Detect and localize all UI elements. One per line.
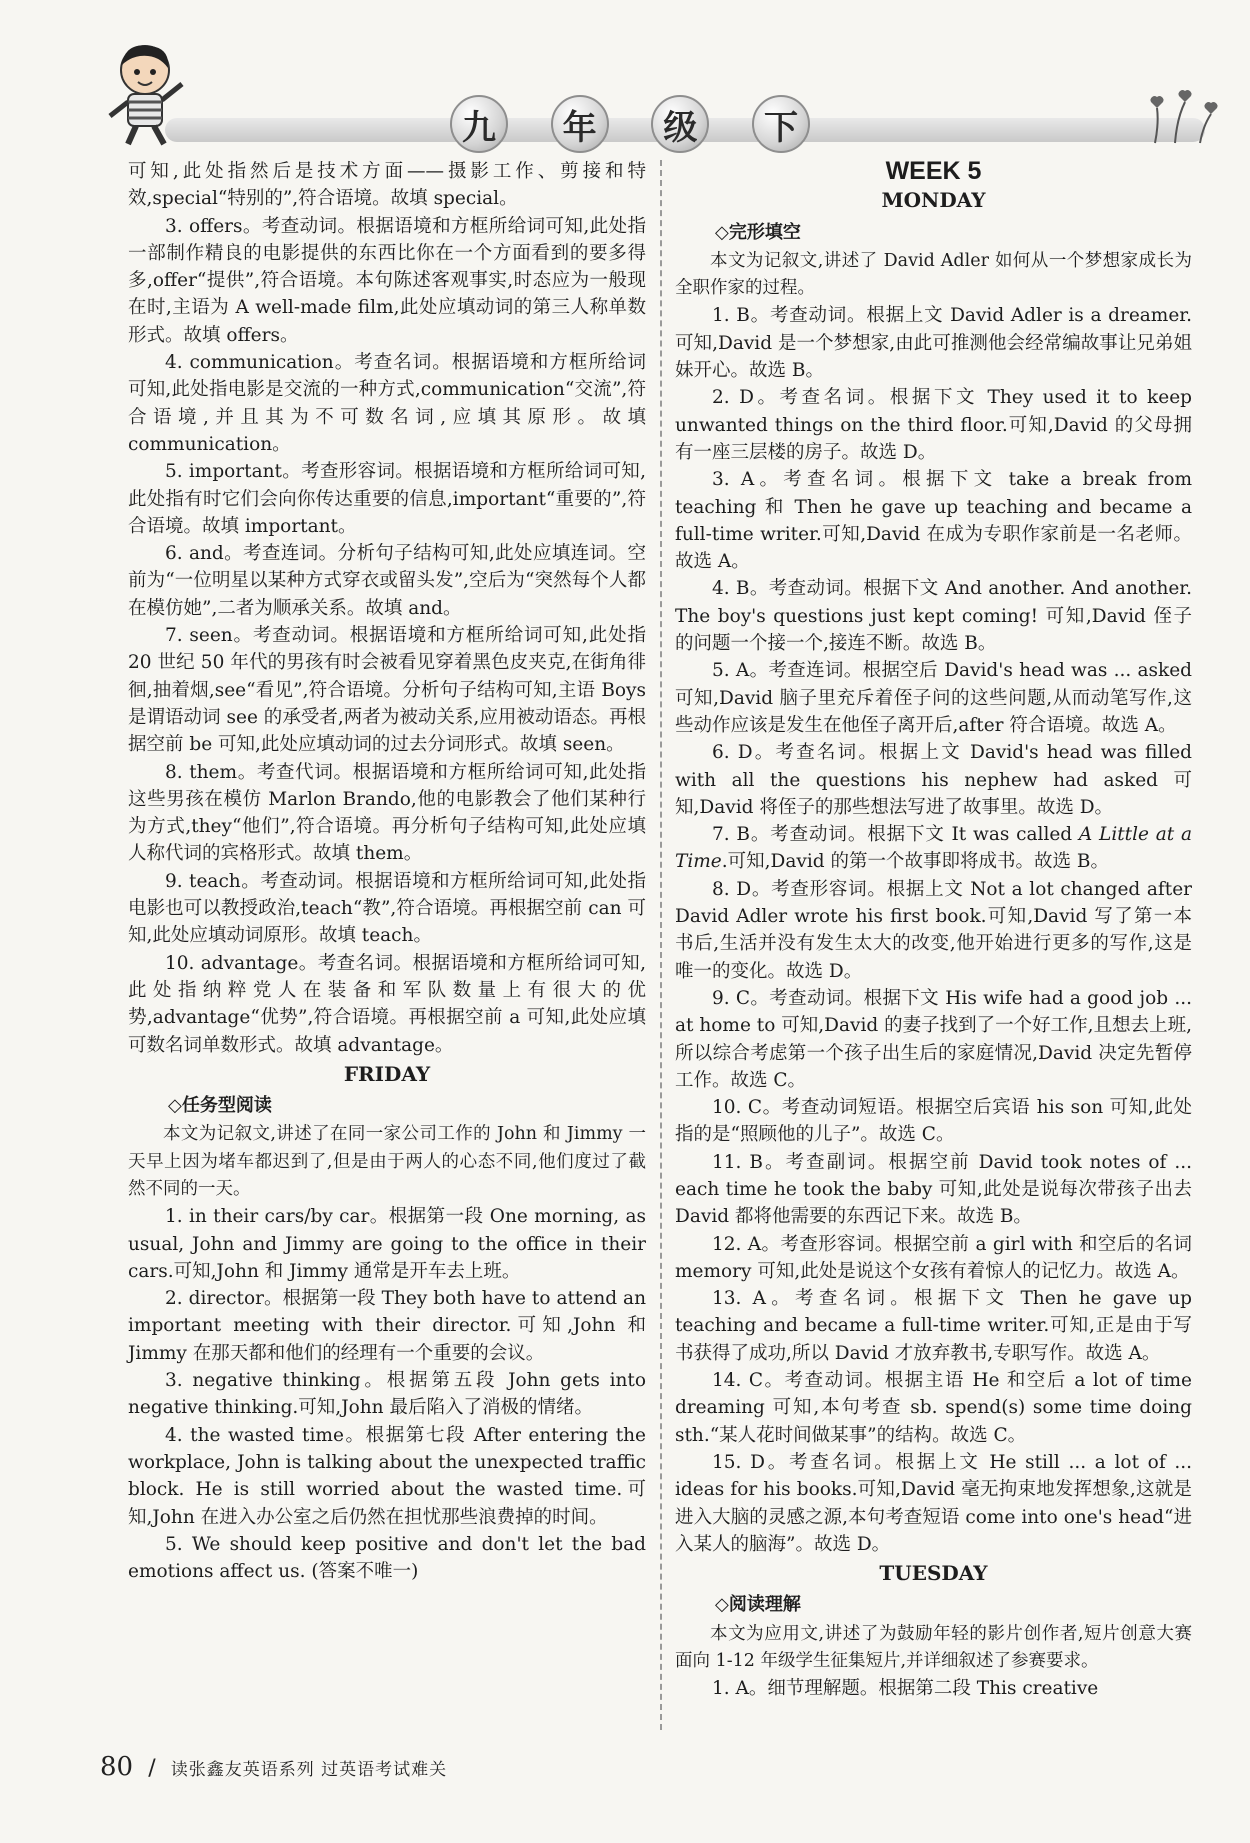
- answer-paragraph: 6. and。考查连词。分析句子结构可知,此处应填连词。空前为“一位明星以某种方式穿衣或留头发”,空后为“突然每个人都在模仿她”,二者为顺承关系。故填 and。: [128, 543, 646, 619]
- section-heading: ◇任务型阅读: [168, 1095, 272, 1117]
- answer-paragraph: [675, 821, 1192, 876]
- section-heading: ◇阅读理解: [715, 1594, 801, 1616]
- answer-paragraph: 14. C。考查动词。根据主语 He 和空后 a lot of time dreaming 可知,本句考查 sb. spend(s) some time doing sth.“某人花时间做某事”的结构。故选 C。: [675, 1370, 1192, 1446]
- answer-paragraph: 12. A。考查形容词。根据空前 a girl with 和空后的名词 memory 可知,此处是说这个女孩有着惊人的记忆力。故选 A。: [675, 1233, 1192, 1282]
- answer-paragraph: 11. B。考查副词。根据空前 David took notes of ... each time he took the baby 可知,此处是说每次带孩子出去 David 都将他需要的东西记下来。故选 B。: [675, 1151, 1192, 1228]
- answer-paragraph: 5. A。考查连词。根据空后 David's head was ... asked 可知,David 脑子里充斥着侄子问的这些问题,从而动笔写作,这些动作应该是发生在他侄子离开后,after 符合语境。故选 A。: [675, 660, 1192, 736]
- grade-char: 年: [551, 95, 609, 153]
- answer-text: 7. B。考查动词。根据下文 It was called: [712, 824, 1079, 846]
- series-title: 读张鑫友英语系列 过英语考试难关: [170, 1760, 448, 1780]
- grade-char: 级: [651, 95, 709, 153]
- answer-paragraph: 1. in their cars/by car。根据第一段 One morning, as usual, John and Jimmy are going to the office in their cars.可知,John 和 Jimmy 通常是开车去上班。: [128, 1206, 646, 1282]
- answer-paragraph: 7. seen。考查动词。根据语境和方框所给词可知,此处指 20 世纪 50 年代的男孩有时会被看见穿着黑色皮夹克,在街角徘徊,抽着烟,see“看见”,符合语境。分析句子结构可知,主语 Boys 是谓语动词 see 的承受者,两者为被动关系,应用被动语态。再根据空前 be 可知,此处应填动词的过去分词形式。故填 seen。: [128, 625, 646, 756]
- column-divider: [660, 160, 662, 1730]
- day-heading-monday: MONDAY: [881, 188, 986, 213]
- answer-paragraph: 2. director。根据第一段 They both have to attend an important meeting with their director.可知,John 和 Jimmy 在那天都和他们的经理有一个重要的会议。: [128, 1288, 646, 1364]
- answer-paragraph: 8. them。考查代词。根据语境和方框所给词可知,此处指这些男孩在模仿 Marlon Brando,他的电影教会了他们某种行为方式,they“他们”,符合语境。再分析句子结构可知,此处应填人称代词的宾格形式。故填 them。: [128, 761, 646, 865]
- page-header: [0, 0, 1250, 160]
- left-column: [128, 158, 646, 1585]
- answer-paragraph: 4. B。考查动词。根据下文 And another. And another. The boy's questions just kept coming! 可知,David 侄子的问题一个接一个,接连不断。故选 B。: [675, 578, 1192, 655]
- passage-intro: 本文为应用文,讲述了为鼓励年轻的影片创作者,短片创意大赛面向 1-12 年级学生征集短片,并详细叙述了参赛要求。: [675, 1623, 1192, 1672]
- grade-char: 下: [752, 95, 810, 153]
- answer-paragraph: 1. A。细节理解题。根据第二段 This creative: [712, 1678, 1099, 1700]
- footer-separator: /: [148, 1756, 156, 1781]
- week-heading: WEEK 5: [885, 157, 982, 185]
- page-number: 80: [100, 1752, 134, 1782]
- right-column: [675, 158, 1192, 1703]
- answer-paragraph: 9. C。考查动词。根据下文 His wife had a good job ... at home to 可知,David 的妻子找到了一个好工作,且想去上班,所以综合考虑第一个孩子出生后的家庭情况,David 决定先暂停工作。故选 C。: [675, 987, 1192, 1091]
- answer-paragraph: 4. communication。考查名词。根据语境和方框所给词可知,此处指电影是交流的一种方式,communication“交流”,符合语境,并且其为不可数名词,应填其原形。故填 communication。: [128, 352, 646, 455]
- answer-paragraph: 4. the wasted time。根据第七段 After entering the workplace, John is talking about the unexpected traffic block. He is still worried about the wasted time.可知,John 在进入办公室之后仍然在担忧那些浪费掉的时间。: [128, 1424, 646, 1528]
- answer-paragraph: 15. D。考查名词。根据上文 He still ... a lot of ... ideas for his books.可知,David 毫无拘束地发挥想象,这就是进入大脑的灵感之源,本句考查短语 come into one's head“进入某人的脑海”。故选 D。: [675, 1451, 1192, 1555]
- answer-paragraph: 6. D。考查名词。根据上文 David's head was filled with all the questions his nephew had asked 可知,David 将侄子的那些想法写进了故事里。故选 D。: [675, 742, 1192, 818]
- answer-paragraph: 10. C。考查动词短语。根据空后宾语 his son 可知,此处指的是“照顾他的儿子”。故选 C。: [675, 1097, 1192, 1146]
- passage-intro: 本文为记叙文,讲述了在同一家公司工作的 John 和 Jimmy 一天早上因为堵车都迟到了,但是由于两人的心态不同,他们度过了截然不同的一天。: [128, 1124, 646, 1199]
- passage-intro: 本文为记叙文,讲述了 David Adler 如何从一个梦想家成长为全职作家的过程。: [675, 250, 1192, 299]
- answer-paragraph: 9. teach。考查动词。根据语境和方框所给词可知,此处指电影也可以教授政治,teach“教”,符合语境。再根据空前 can 可知,此处应填动词原形。故填 teach。: [128, 870, 646, 947]
- answer-text: .可知,David 的第一个故事即将成书。故选 B。: [721, 851, 1109, 873]
- answer-paragraph: 5. important。考查形容词。根据语境和方框所给词可知,此处指有时它们会向你传达重要的信息,important“重要的”,符合语境。故填 important。: [128, 461, 646, 537]
- grade-char: 九: [450, 95, 508, 153]
- answer-paragraph: 5. We should keep positive and don't let the bad emotions affect us. (答案不唯一): [128, 1533, 646, 1583]
- answer-paragraph: 2. D。考查名词。根据下文 They used it to keep unwanted things on the third floor.可知,David 的父母拥有一座三层楼的房子。故选 D。: [675, 387, 1192, 463]
- answer-paragraph: 3. negative thinking。根据第五段 John gets into negative thinking.可知,John 最后陷入了消极的情绪。: [128, 1370, 646, 1419]
- book-title: A Little at a Time: [675, 824, 1193, 873]
- answer-paragraph: 3. offers。考查动词。根据语境和方框所给词可知,此处指一部制作精良的电影提供的东西比你在一个方面看到的要多得多,offer“提供”,符合语境。本句陈述客观事实,时态应为一般现在时,主语为 A well-made film,此处应填动词的第三人称单数形式。故填 offers。: [128, 215, 646, 346]
- answer-paragraph: 8. D。考查形容词。根据上文 Not a lot changed after David Adler wrote his first book.可知,David 写了第一本书后,生活并没有发生太大的改变,他开始进行更多的写作,这是唯一的变化。故选 D。: [675, 878, 1192, 982]
- answer-paragraph: 3. A。考查名词。根据下文 take a break from teaching 和 Then he gave up teaching and became a full-time writer.可知,David 在成为专职作家前是一名老师。故选 A。: [675, 469, 1192, 573]
- answer-paragraph: 1. B。考查动词。根据上文 David Adler is a dreamer.可知,David 是一个梦想家,由此可推测他会经常编故事让兄弟姐妹开心。故选 B。: [675, 305, 1192, 382]
- answer-paragraph: 13. A。考查名词。根据下文 Then he gave up teaching and became a full-time writer.可知,正是由于写书获得了成功,所以 David 才放弃教书,专职写作。故选 A。: [675, 1288, 1192, 1364]
- answer-paragraph: 10. advantage。考查名词。根据语境和方框所给词可知,此处指纳粹党人在装备和军队数量上有很大的优势,advantage“优势”,符合语境。再根据空前 a 可知,此处应填可数名词单数形式。故填 advantage。: [128, 952, 646, 1056]
- hearts-decoration-icon: [1145, 88, 1225, 148]
- grade-title: [450, 95, 810, 155]
- page-footer: [100, 1752, 1000, 1792]
- answer-paragraph: 可知,此处指然后是技术方面——摄影工作、剪接和特效,special“特别的”,符合语境。故填 special。: [128, 161, 646, 210]
- section-heading: ◇完形填空: [715, 221, 801, 243]
- day-heading-tuesday: TUESDAY: [879, 1561, 988, 1586]
- day-heading-friday: FRIDAY: [343, 1061, 431, 1086]
